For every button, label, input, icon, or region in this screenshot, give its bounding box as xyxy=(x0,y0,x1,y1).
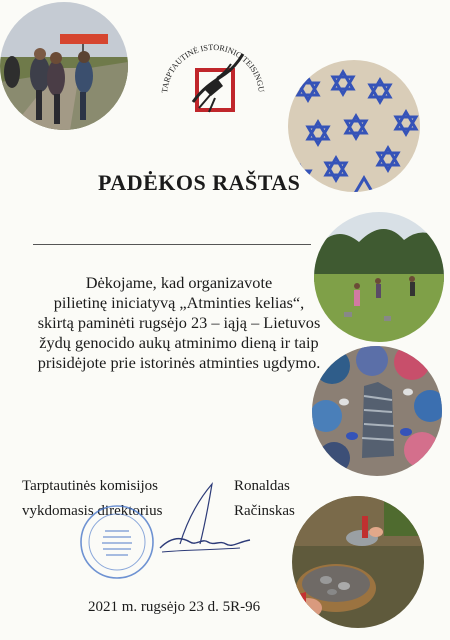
divider-line xyxy=(33,244,311,245)
walking-group-photo xyxy=(0,2,128,130)
appreciation-text xyxy=(14,273,344,373)
logo-arc-text: TARPTAUTINĖ ISTORINIO TEISINGU xyxy=(160,42,266,94)
signatory-title-line: Tarptautinės komisijos xyxy=(22,478,159,494)
appreciation-line: skirtą paminėti rugsėjo 23 – iąją – Lietuvos xyxy=(37,313,321,332)
document-title: PADĖKOS RAŠTAS xyxy=(98,170,301,195)
signatory-last-name: Račinskas xyxy=(234,503,295,519)
signatory-first-name: Ronaldas xyxy=(234,478,290,494)
signatory-title-line: vykdomasis direktorius xyxy=(22,503,163,519)
appreciation-line: Dėkojame, kad organizavote xyxy=(85,273,273,292)
painted-stones-circle-photo xyxy=(312,346,442,476)
document-date-number: 2021 m. rugsėjo 23 d. 5R-96 xyxy=(88,599,261,615)
appreciation-line: pilietinę iniciatyvą „Atminties kelias“, xyxy=(53,293,305,312)
handwritten-signature xyxy=(140,478,260,568)
commission-logo xyxy=(153,30,273,150)
appreciation-line: prisidėjote prie istorinės atminties ugdymo. xyxy=(37,353,321,372)
appreciation-line: žydų genocido aukų atminimo dieną ir taip xyxy=(39,333,319,352)
hands-stones-basket-photo xyxy=(292,496,424,628)
